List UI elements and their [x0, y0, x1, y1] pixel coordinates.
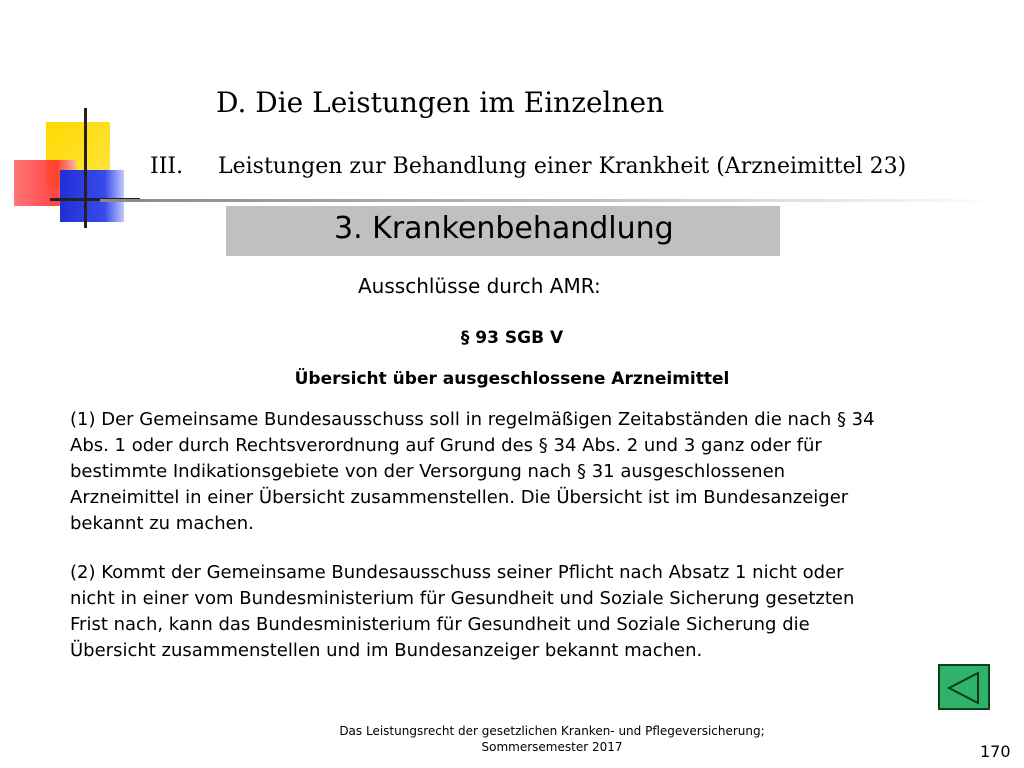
- back-button[interactable]: [938, 664, 990, 710]
- slide-title: D. Die Leistungen im Einzelnen: [216, 86, 665, 119]
- clause-2: [70, 560, 970, 664]
- clause-2-line: Frist nach, kann das Bundesministerium für Gesundheit und Soziale Sicherung die: [70, 614, 810, 635]
- logo-blue-square: [60, 170, 124, 222]
- logo-vertical-line: [84, 108, 87, 228]
- section-number: III.: [150, 154, 184, 179]
- clause-2-line: Übersicht zusammenstellen und im Bundesanzeiger bekannt machen.: [70, 640, 703, 661]
- page-number: 170: [980, 742, 1011, 761]
- law-paragraph: § 93 SGB V: [460, 328, 564, 348]
- clause-2-line: nicht in einer vom Bundesministerium für Gesundheit und Soziale Sicherung gesetzten: [70, 588, 855, 609]
- triangle-left-icon: [944, 670, 984, 706]
- clause-1-line: bekannt zu machen.: [70, 513, 254, 534]
- footer-course: Das Leistungsrecht der gesetzlichen Kranken- und Pflegeversicherung;: [339, 724, 765, 738]
- clause-1-line: Abs. 1 oder durch Rechtsverordnung auf Grund des § 34 Abs. 2 und 3 ganz oder für: [70, 435, 822, 456]
- clause-1: [70, 407, 970, 537]
- clause-1-line: Arzneimittel in einer Übersicht zusammenstellen. Die Übersicht ist im Bundesanzeiger: [70, 487, 849, 508]
- law-heading: Übersicht über ausgeschlossene Arzneimittel: [294, 369, 730, 389]
- subtitle: Ausschlüsse durch AMR:: [358, 274, 601, 298]
- clause-1-line: bestimmte Indikationsgebiete von der Versorgung nach § 31 ausgeschlossenen: [70, 461, 786, 482]
- clause-1-line: (1) Der Gemeinsame Bundesausschuss soll in regelmäßigen Zeitabständen die nach § 34: [70, 409, 875, 430]
- header-divider: [100, 199, 1000, 202]
- clause-2-line: (2) Kommt der Gemeinsame Bundesausschuss seiner Pflicht nach Absatz 1 nicht oder: [70, 562, 844, 583]
- banner-label: 3. Krankenbehandlung: [334, 211, 674, 246]
- footer-semester: Sommersemester 2017: [481, 740, 623, 754]
- section-title: Leistungen zur Behandlung einer Krankheit (Arzneimittel 23): [218, 154, 907, 179]
